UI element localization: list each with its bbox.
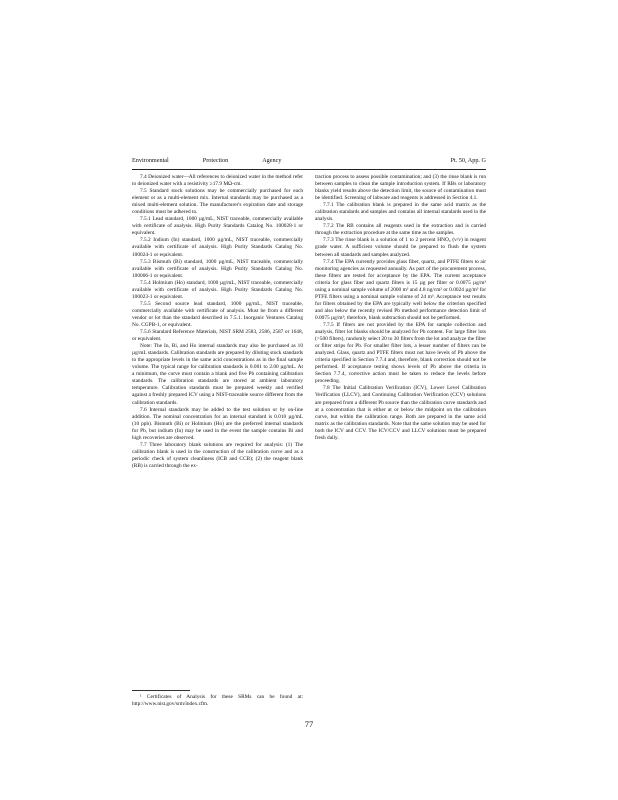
paragraph: 7.7.3 The rinse blank is a solution of 1 to 2 percent HNO₃ (v/v) in reagent grade water. A sufficient volume should be prepared to flush the system between all standards and samples analyzed. <box>315 237 486 258</box>
paragraph: 7.6 Internal standards may be added to the test solution or by on-line addition. The nominal concentration for an internal standard is 0.010 µg/mL (10 ppb). Bismuth (Bi) or Holmium (Ho) are the preferred internal standards for Pb, but indium (In) may be used in the event the sample contains Bi and high recoveries are observed. <box>132 406 303 441</box>
paragraph: 7.7.4 The EPA currently provides glass fiber, quartz, and PTFE filters to air monitoring agencies as requested annually. As part of the procurement process, these filters are tested for acceptance by the EPA. The current acceptance criteria for glass fiber and quartz filters is 15 µg per filter or 0.0075 µg/m³ using a nominal sample volume of 2000 m³ and 4.8 ng/cm² or 0.0024 µg/m³ for PTFE filters using a nominal sample volume of 24 m³. Acceptance test results for filters obtained by the EPA are typically well below the criterion specified and also below the recently revised Pb method performance detection limit of 0.0075 µg/m³; therefore, blank subtraction should not be performed. <box>315 258 486 321</box>
paragraph: 7.5.5 Second source lead standard, 1000 µg/mL, NIST traceable, commercially available with certificate of analysis. Must be from a different vendor or lot than the standard described in 7.5.1. Inorganic Ventures Catalog No. CGPB-1, or equivalent. <box>132 300 303 328</box>
footnote-text: ¹ Certificates of Analysis for these SRMs can be found at: http://www.nist.gov/srm/index.cfm. <box>132 694 303 708</box>
paragraph: traction process to assess possible contamination; and (3) the rinse blank is run between samples to clean the sample introduction system. If RBs or laboratory blanks yield results above the detection limit, the source of contamination must be identified. Screening of labware and reagents is addressed in Section 4.1. <box>315 174 486 202</box>
paragraph: 7.5.2 Indium (In) standard, 1000 µg/mL, NIST traceable, commercially available with certificate of analysis. High Purity Standards Catalog No. 100024-1 or equivalent. <box>132 237 303 258</box>
paragraph: 7.7.5 If filters are not provided by the EPA for sample collection and analysis, filter lot blanks should be analyzed for Pb content. For large filter lots (>500 filters), randomly select 20 to 30 filters from the lot and analyze the filter or filter strips for Pb. For smaller filter lots, a lesser number of filters can be analyzed. Glass, quartz and PTFE filters must not have levels of Pb above the criteria specified in Section 7.7.4 and, therefore, blank correction should not be performed. If acceptance testing shows levels of Pb above the criteria in Section 7.7.4, corrective action must be taken to reduce the levels before proceeding. <box>315 321 486 385</box>
paragraph: 7.5 Standard stock solutions may be commercially purchased for each element or as a multi-element mix. Internal standards may be purchased as a mixed multi-element solution. The manufacturer's expiration date and storage conditions must be adhered to. <box>132 188 303 216</box>
right-column <box>315 174 486 442</box>
left-column <box>132 174 303 470</box>
paragraph: 7.7.2 The RB contains all reagents used in the extraction and is carried through the extraction procedure at the same time as the samples. <box>315 223 486 237</box>
paragraph: 7.5.1 Lead standard, 1000 µg/mL, NIST traceable, commercially available with certificate of analysis. High Purity Standards Catalog No. 100028-1 or equivalent. <box>132 216 303 237</box>
paragraph: 7.7.1 The calibration blank is prepared in the same acid matrix as the calibration standards and samples and contains all internal standards used in the analysis. <box>315 202 486 223</box>
running-header <box>132 157 486 170</box>
header-part-label: Pt. 50, App. G <box>450 157 486 164</box>
paragraph: 7.5.6 Standard Reference Materials, NIST SRM 2583, 2586, 2587 or 1648, or equivalent. <box>132 329 303 343</box>
header-agency-word-3: Agency <box>262 157 282 164</box>
paragraph: 7.5.4 Holmium (Ho) standard, 1000 µg/mL, NIST traceable, commercially available with certificate of analysis. High Purity Standards Catalog No. 100023-1 or equivalent. <box>132 279 303 300</box>
paragraph: 7.5.3 Bismuth (Bi) standard, 1000 µg/mL, NIST traceable, commercially available with certificate of analysis. High Purity Standards Catalog No. 100006-1 or equivalent. <box>132 258 303 279</box>
header-agency <box>132 157 281 164</box>
header-agency-word-2: Protection <box>202 157 229 164</box>
footnote-divider <box>132 690 190 691</box>
paragraph: Note: The In, Bi, and Ho internal standards may also be purchased as 10 µg/mL standards. Calibration standards are prepared by diluting stock standards to the appropriate levels in the same acid concentrations as in the final sample volume. The typical range for calibration standards is 0.001 to 2.00 µg/mL. At a minimum, the curve must contain a blank and five Pb containing calibration standards. The calibration standards are stored at ambient laboratory temperature. Calibration standards must be prepared weekly and verified against a freshly prepared ICV using a NIST-traceable source different from the calibration standards. <box>132 343 303 406</box>
paragraph: 7.7 Three laboratory blank solutions are required for analysis: (1) The calibration blank is used in the construction of the calibration curve and as a periodic check of system cleanliness (ICB and CCB); (2) the reagent blank (RB) is carried through the ex- <box>132 441 303 469</box>
paragraph: 7.4 Deionized water—All references to deionized water in the method refer to deionized water with a resistivity ≥17.9 MΩ-cm. <box>132 174 303 188</box>
page-number: 77 <box>304 719 314 729</box>
footnote <box>132 694 303 708</box>
header-agency-word-1: Environmental <box>132 157 169 164</box>
paragraph: 7.8 The Initial Calibration Verification (ICV), Lower Level Calibration Verification (LLCV), and Continuing Calibration Verification (CCV) solutions are prepared from a different Pb source than the calibration curve standards and at a concentration that is either at or below the midpoint on the calibration curve, but within the calibration range. Both are prepared in the same acid matrix as the calibration standards. Note that the same solution may be used for both the ICV and CCV. The ICV/CCV and LLCV solutions must be prepared fresh daily. <box>315 385 486 441</box>
